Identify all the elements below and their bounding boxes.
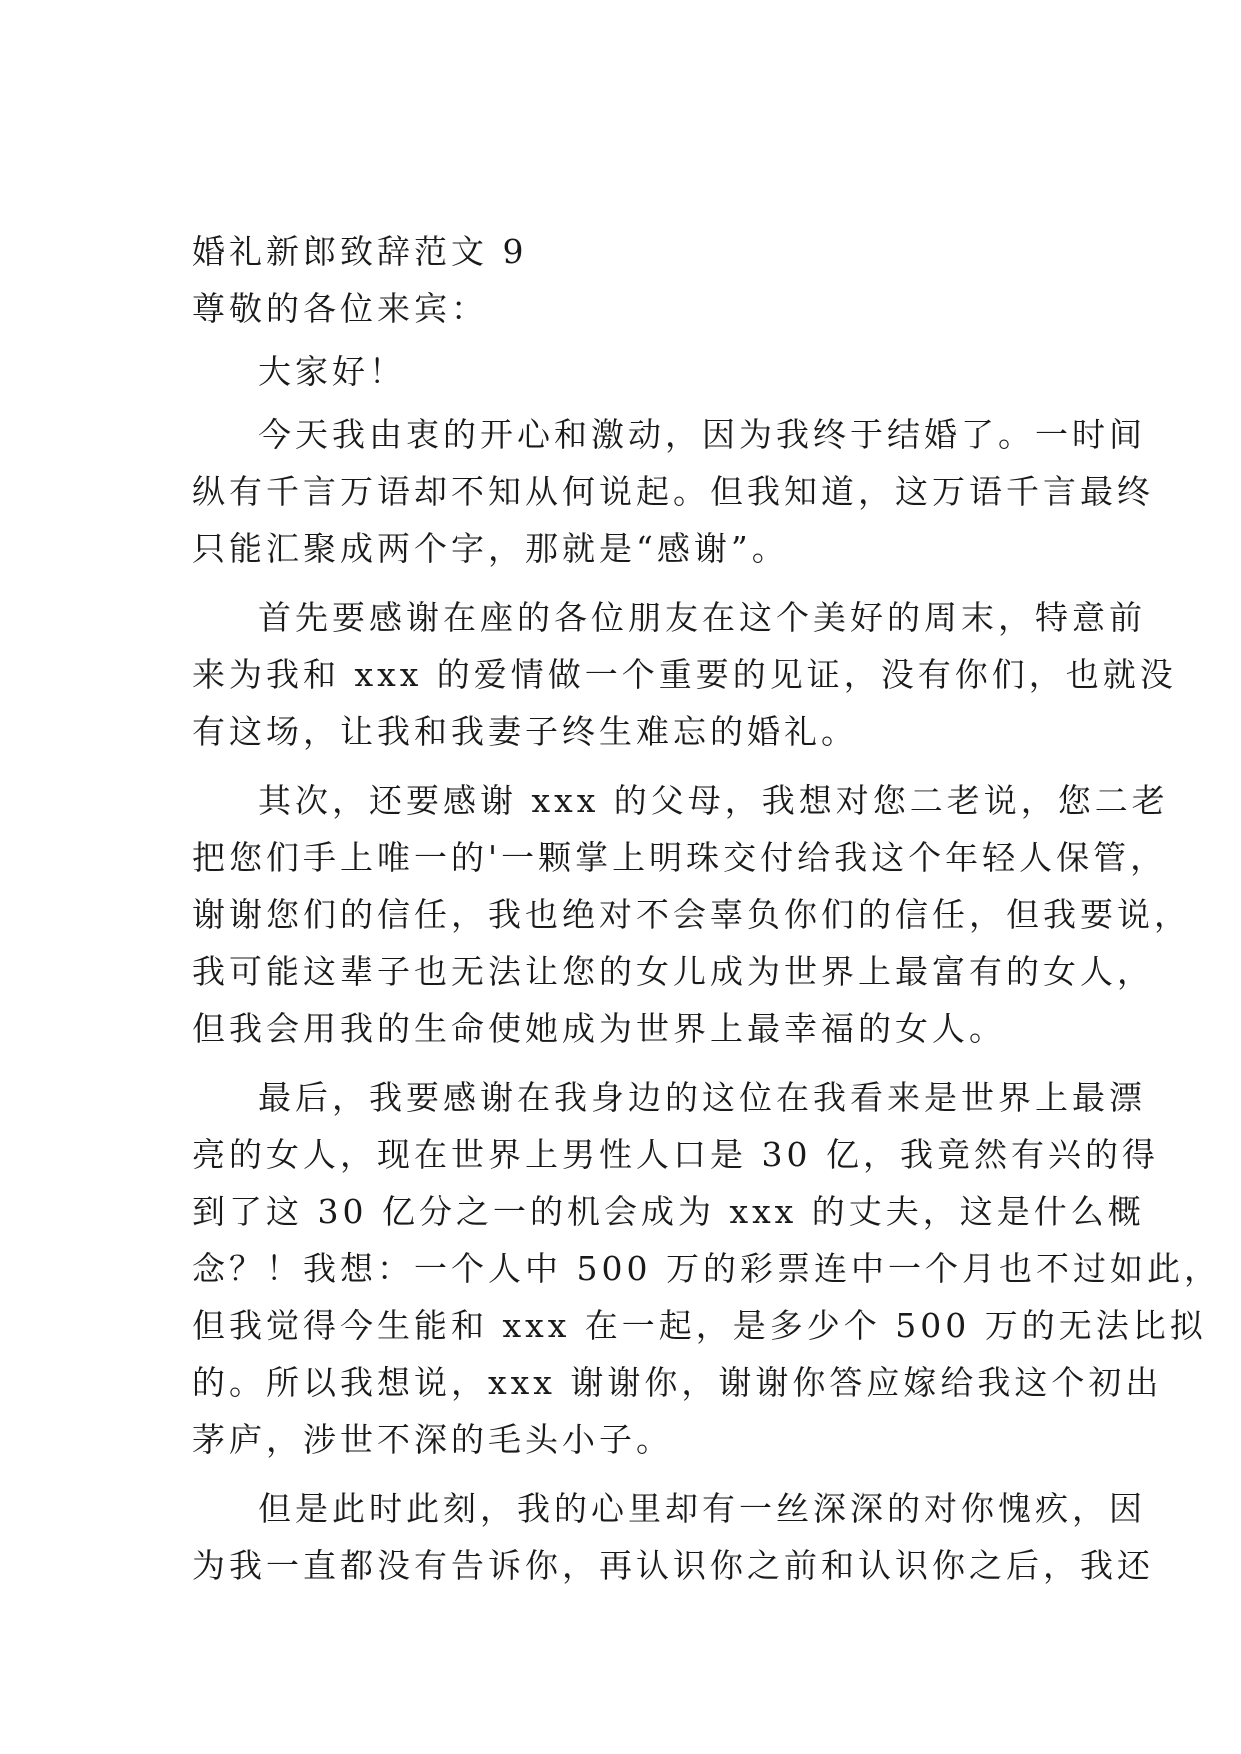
document-body (192, 223, 1221, 1594)
paragraph-line: 为我一直都没有告诉你，再认识你之前和认识你之后，我还 (192, 1546, 1154, 1585)
paragraph-line: 有这场，让我和我妻子终生难忘的婚礼。 (192, 712, 858, 751)
paragraph-line: 但我觉得今生能和 xxx 在一起，是多少个 500 万的无法比拟 (192, 1306, 1207, 1345)
paragraph-line: 只能汇聚成两个字，那就是“感谢”。 (192, 529, 789, 568)
paragraph-apology (192, 1480, 1154, 1594)
paragraph-thanks-friends (192, 589, 1177, 760)
paragraph-line: 亮的女人，现在世界上男性人口是 30 亿，我竟然有兴的得 (192, 1135, 1159, 1174)
paragraph-line: 谢谢您们的信任，我也绝对不会辜负你们的信任，但我要说， (192, 895, 1191, 934)
paragraph-thanks-parents (192, 772, 1191, 1057)
paragraph-line: 茅庐，涉世不深的毛头小子。 (192, 1420, 673, 1459)
paragraph-greeting (192, 343, 1054, 400)
document-title: 婚礼新郎致辞范文 9 (192, 232, 528, 271)
paragraph-line: 今天我由衷的开心和激动，因为我终于结婚了。一时间 (258, 415, 1146, 454)
paragraph-line: 首先要感谢在座的各位朋友在这个美好的周末，特意前 (258, 598, 1146, 637)
paragraph-line: 到了这 30 亿分之一的机会成为 xxx 的丈夫，这是什么概 (192, 1192, 1145, 1231)
paragraph-line: 把您们手上唯一的'一颗掌上明珠交付给我这个年轻人保管， (192, 838, 1168, 877)
paragraph-line: 我可能这辈子也无法让您的女儿成为世界上最富有的女人， (192, 952, 1154, 991)
paragraph-thanks-wife (192, 1069, 1221, 1468)
paragraph-line: 但是此时此刻，我的心里却有一丝深深的对你愧疚，因 (258, 1489, 1146, 1528)
paragraph-line: 最后，我要感谢在我身边的这位在我看来是世界上最漂 (258, 1078, 1146, 1117)
paragraph-line: 纵有千言万语却不知从何说起。但我知道，这万语千言最终 (192, 472, 1154, 511)
paragraph-line: 来为我和 xxx 的爱情做一个重要的见证，没有你们，也就没 (192, 655, 1177, 694)
salutation: 尊敬的各位来宾： (192, 289, 488, 328)
paragraph-opening (192, 406, 1154, 577)
paragraph-line: 念？！我想：一个人中 500 万的彩票连中一个月也不过如此， (192, 1249, 1221, 1288)
paragraph-line: 其次，还要感谢 xxx 的父母，我想对您二老说，您二老 (258, 781, 1169, 820)
paragraph-line: 大家好！ (258, 352, 406, 391)
paragraph-line: 的。所以我想说，xxx 谢谢你，谢谢你答应嫁给我这个初出 (192, 1363, 1163, 1402)
paragraph-line: 但我会用我的生命使她成为世界上最幸福的女人。 (192, 1009, 1006, 1048)
